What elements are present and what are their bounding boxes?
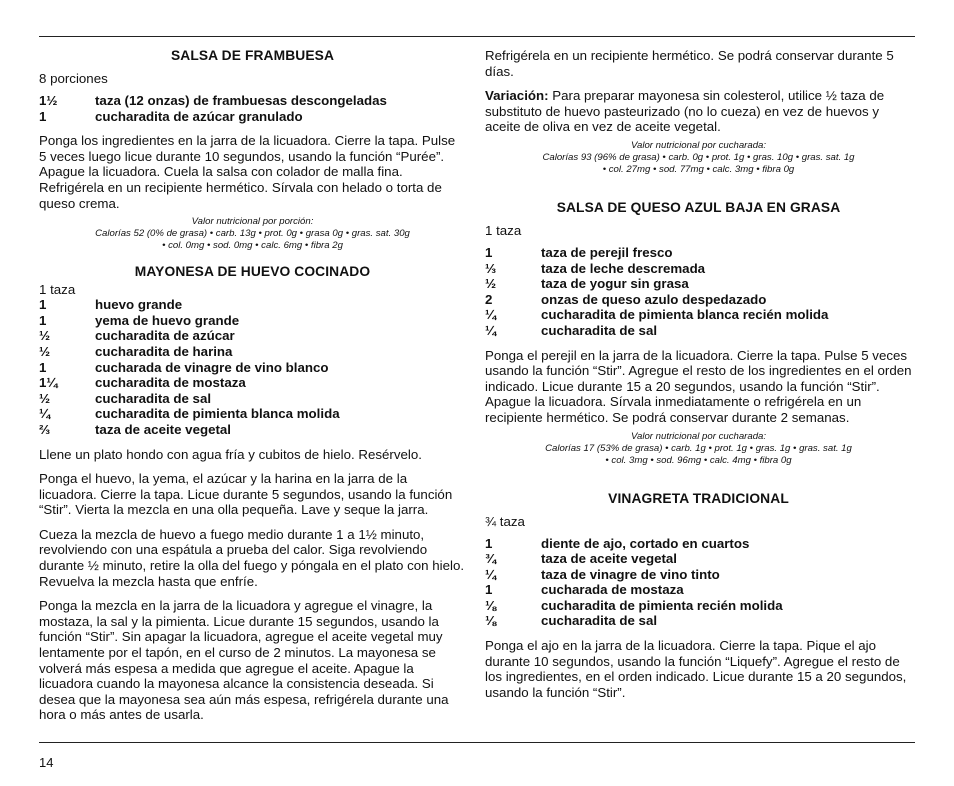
nutrition-line: Calorías 17 (53% de grasa) • carb. 1g • prot. 1g • gras. 1g • gras. sat. 1g: [545, 442, 852, 454]
ingredient-item: [39, 313, 466, 329]
ingredient-item: [39, 297, 466, 313]
ingredient-qty: ¼: [485, 322, 497, 338]
ingredient-qty: 1: [485, 582, 493, 598]
ingredient-item: [485, 536, 912, 552]
ingredient-item: [39, 109, 466, 125]
recipe-salsa-queso-azul: [485, 200, 912, 467]
nutrition-heading: Valor nutricional por cucharada:: [630, 430, 767, 442]
instructions-paragraph: Refrigérela en un recipiente hermético. Se podrá conservar durante 5 días.: [485, 48, 894, 79]
ingredient-qty: ¼: [485, 307, 497, 323]
instructions-paragraph: Cueza la mezcla de huevo a fuego medio durante 1 a 1½ minuto, revolviendo con una espátula a prueba del calor. Siga revolviendo durante ½ minuto, retire la olla del fuego y póngala en el plato con hielo. Revuelva la mezcla hasta que enfríe.: [39, 526, 465, 589]
nutrition-line: • col. 3mg • sod. 96mg • calc. 4mg • fibra 0g: [605, 454, 792, 466]
ingredient-qty: ¾: [485, 551, 497, 567]
ingredient-item: [485, 307, 912, 323]
ingredient-item: [39, 422, 466, 438]
page-number: 14: [39, 755, 54, 770]
right-column: [485, 48, 912, 700]
recipe-salsa-frambuesa: [39, 48, 466, 252]
recipe-yield: 1 taza: [485, 222, 522, 238]
ingredient-text: cucharada de mostaza: [541, 582, 684, 598]
ingredient-list: [39, 297, 466, 437]
nutrition-info: [39, 216, 466, 252]
ingredient-item: [39, 344, 466, 360]
ingredient-text: yema de huevo grande: [95, 312, 240, 328]
ingredient-text: taza de aceite vegetal: [95, 421, 231, 437]
instructions-paragraph: Ponga la mezcla en la jarra de la licuadora y agregue el vinagre, la mostaza, la sal y la pimienta. Licue durante 15 segundos, usando la función “Stir”. Sin apagar la licuadora, agregue el aceite vegetal muy lentamente por el tapón, en el curso de 2 minutos. La mayonesa se volverá más espesa a medida que agregue el aceite. Apague la licuadora cuando la mayonesa alcance la consistencia deseada. Si desea que la mayonesa sea aún más espesa, refrigérela durante una hora o más antes de usarla.: [39, 598, 449, 723]
ingredient-qty: 1: [485, 535, 493, 551]
nutrition-info: [485, 140, 912, 176]
ingredient-item: [485, 323, 912, 339]
recipe-title: SALSA DE FRAMBUESA: [170, 48, 335, 63]
nutrition-line: Calorías 52 (0% de grasa) • carb. 13g • prot. 0g • grasa 0g • gras. sat. 30g: [95, 228, 410, 240]
nutrition-info: [485, 431, 912, 467]
recipe-yield: 8 porciones: [39, 71, 108, 86]
ingredient-list: [485, 245, 912, 339]
nutrition-line: Calorías 93 (96% de grasa) • carb. 0g • prot. 1g • gras. 10g • gras. sat. 1g: [542, 151, 855, 163]
recipe-yield: 1 taza: [39, 282, 76, 298]
ingredient-qty: 2: [485, 291, 493, 307]
recipe-mayonesa: [39, 264, 466, 723]
ingredient-text: cucharadita de pimienta blanca recién molida: [541, 307, 829, 323]
nutrition-line: • col. 27mg • sod. 77mg • calc. 3mg • fibra 0g: [602, 163, 795, 175]
ingredient-item: [485, 551, 912, 567]
ingredient-text: cucharadita de sal: [541, 322, 658, 338]
ingredient-qty: ⅔: [39, 421, 51, 437]
ingredient-item: [39, 93, 466, 109]
ingredient-item: [39, 391, 466, 407]
ingredient-item: [485, 582, 912, 598]
variation-paragraph: [485, 88, 912, 135]
ingredient-text: huevo grande: [95, 297, 183, 313]
ingredient-text: cucharadita de azúcar: [95, 328, 235, 344]
ingredient-text: cucharadita de azúcar granulado: [95, 108, 303, 124]
ingredient-qty: ⅓: [485, 260, 497, 276]
ingredient-qty: 1¼: [39, 375, 58, 391]
ingredient-item: [485, 261, 912, 277]
ingredient-qty: 1: [39, 108, 47, 124]
ingredient-text: cucharadita de sal: [541, 613, 658, 629]
variation-label: Variación:: [485, 88, 549, 104]
recipe-title: VINAGRETA TRADICIONAL: [608, 490, 789, 506]
recipe-title: MAYONESA DE HUEVO COCINADO: [134, 264, 371, 280]
ingredient-text: taza de leche descremada: [541, 260, 706, 276]
ingredient-list: [39, 93, 466, 124]
instructions-paragraph: Ponga los ingredientes en la jarra de la licuadora. Cierre la tapa. Pulse 5 veces luego licue durante 10 segundos, usando la función “Purée”. Apague la licuadora. Cuela la salsa con colador de malla fina. Refrigérela en un recipiente hermético. Sírvala con helado o torta de queso crema.: [39, 133, 456, 211]
ingredient-text: taza de perejil fresco: [541, 244, 673, 260]
nutrition-line: • col. 0mg • sod. 0mg • calc. 6mg • fibra 2g: [162, 240, 343, 252]
variation-text: Para preparar mayonesa sin colesterol, utilice ½ taza de substituto de huevo pasteurizado (no lo cueza) en vez de huevos y aceite de oliva en vez de aceite vegetal.: [485, 88, 885, 135]
top-rule: [39, 36, 915, 37]
ingredient-item: [39, 360, 466, 376]
ingredient-item: [485, 598, 912, 614]
ingredient-item: [485, 613, 912, 629]
ingredient-item: [485, 276, 912, 292]
ingredient-item: [485, 245, 912, 261]
ingredient-item: [485, 567, 912, 583]
recipe-title: SALSA DE QUESO AZUL BAJA EN GRASA: [556, 199, 841, 215]
ingredient-text: diente de ajo, cortado en cuartos: [541, 535, 750, 551]
ingredient-text: cucharadita de pimienta recién molida: [541, 597, 783, 613]
ingredient-text: cucharadita de harina: [95, 343, 233, 359]
instructions-paragraph: Llene un plato hondo con agua fría y cubitos de hielo. Resérvelo.: [39, 446, 422, 462]
ingredient-qty: ⅛: [485, 597, 497, 613]
ingredient-item: [485, 292, 912, 308]
ingredient-qty: ¼: [39, 406, 51, 422]
instructions-paragraph: Ponga el huevo, la yema, el azúcar y la harina en la jarra de la licuadora. Cierre la tapa. Licue durante 5 segundos, usando la función “Stir”. Vierta la mezcla en una olla pequeña. Lave y seque la jarra.: [39, 471, 453, 518]
ingredient-qty: 1: [39, 297, 47, 313]
ingredient-item: [39, 406, 466, 422]
nutrition-heading: Valor nutricional por porción:: [191, 216, 314, 228]
ingredient-text: taza de aceite vegetal: [541, 551, 677, 567]
ingredient-qty: ¼: [485, 566, 497, 582]
ingredient-qty: 1: [39, 312, 47, 328]
ingredient-qty: ⅛: [485, 613, 497, 629]
instructions-paragraph: Ponga el perejil en la jarra de la licuadora. Cierre la tapa. Pulse 5 veces usando la función “Stir”. Agregue el resto de los ingredientes en el orden indicado. Licue durante 15 a 20 segundos, usando la función “Stir”. Apague la licuadora. Sírvala inmediatamente o refrigérela en un recipiente hermético. Se podrá conservar durante 2 semanas.: [485, 347, 912, 425]
ingredient-text: cucharadita de pimienta blanca molida: [95, 406, 340, 422]
ingredient-qty: ½: [39, 390, 51, 406]
ingredient-item: [39, 375, 466, 391]
ingredient-text: taza de yogur sin grasa: [541, 276, 689, 292]
bottom-rule: [39, 742, 915, 743]
instructions-paragraph: Ponga el ajo en la jarra de la licuadora. Cierre la tapa. Pique el ajo durante 10 segundos, usando la función “Liquefy”. Agregue el resto de los ingredientes, en el orden indicado. Licue durante 15 a 20 segundos, usando la función “Stir”.: [485, 638, 907, 700]
nutrition-heading: Valor nutricional por cucharada:: [630, 139, 767, 151]
ingredient-text: cucharadita de sal: [95, 390, 212, 406]
ingredient-text: cucharadita de mostaza: [95, 375, 246, 391]
ingredient-item: [39, 328, 466, 344]
recipe-mayonesa-continued: [485, 48, 912, 176]
ingredient-qty: ½: [39, 328, 51, 344]
ingredient-text: taza (12 onzas) de frambuesas descongeladas: [95, 93, 387, 108]
ingredient-qty: 1: [485, 244, 493, 260]
ingredient-qty: 1½: [39, 93, 58, 108]
ingredient-list: [485, 536, 912, 630]
ingredient-text: onzas de queso azulo despedazado: [541, 291, 767, 307]
ingredient-qty: ½: [39, 343, 51, 359]
ingredient-qty: 1: [39, 359, 47, 375]
ingredient-text: cucharada de vinagre de vino blanco: [95, 359, 329, 375]
ingredient-qty: ½: [485, 276, 497, 292]
recipe-yield: ¾ taza: [485, 513, 525, 529]
recipe-vinagreta: [485, 491, 912, 701]
ingredient-text: taza de vinagre de vino tinto: [541, 566, 720, 582]
left-column: [39, 48, 466, 723]
